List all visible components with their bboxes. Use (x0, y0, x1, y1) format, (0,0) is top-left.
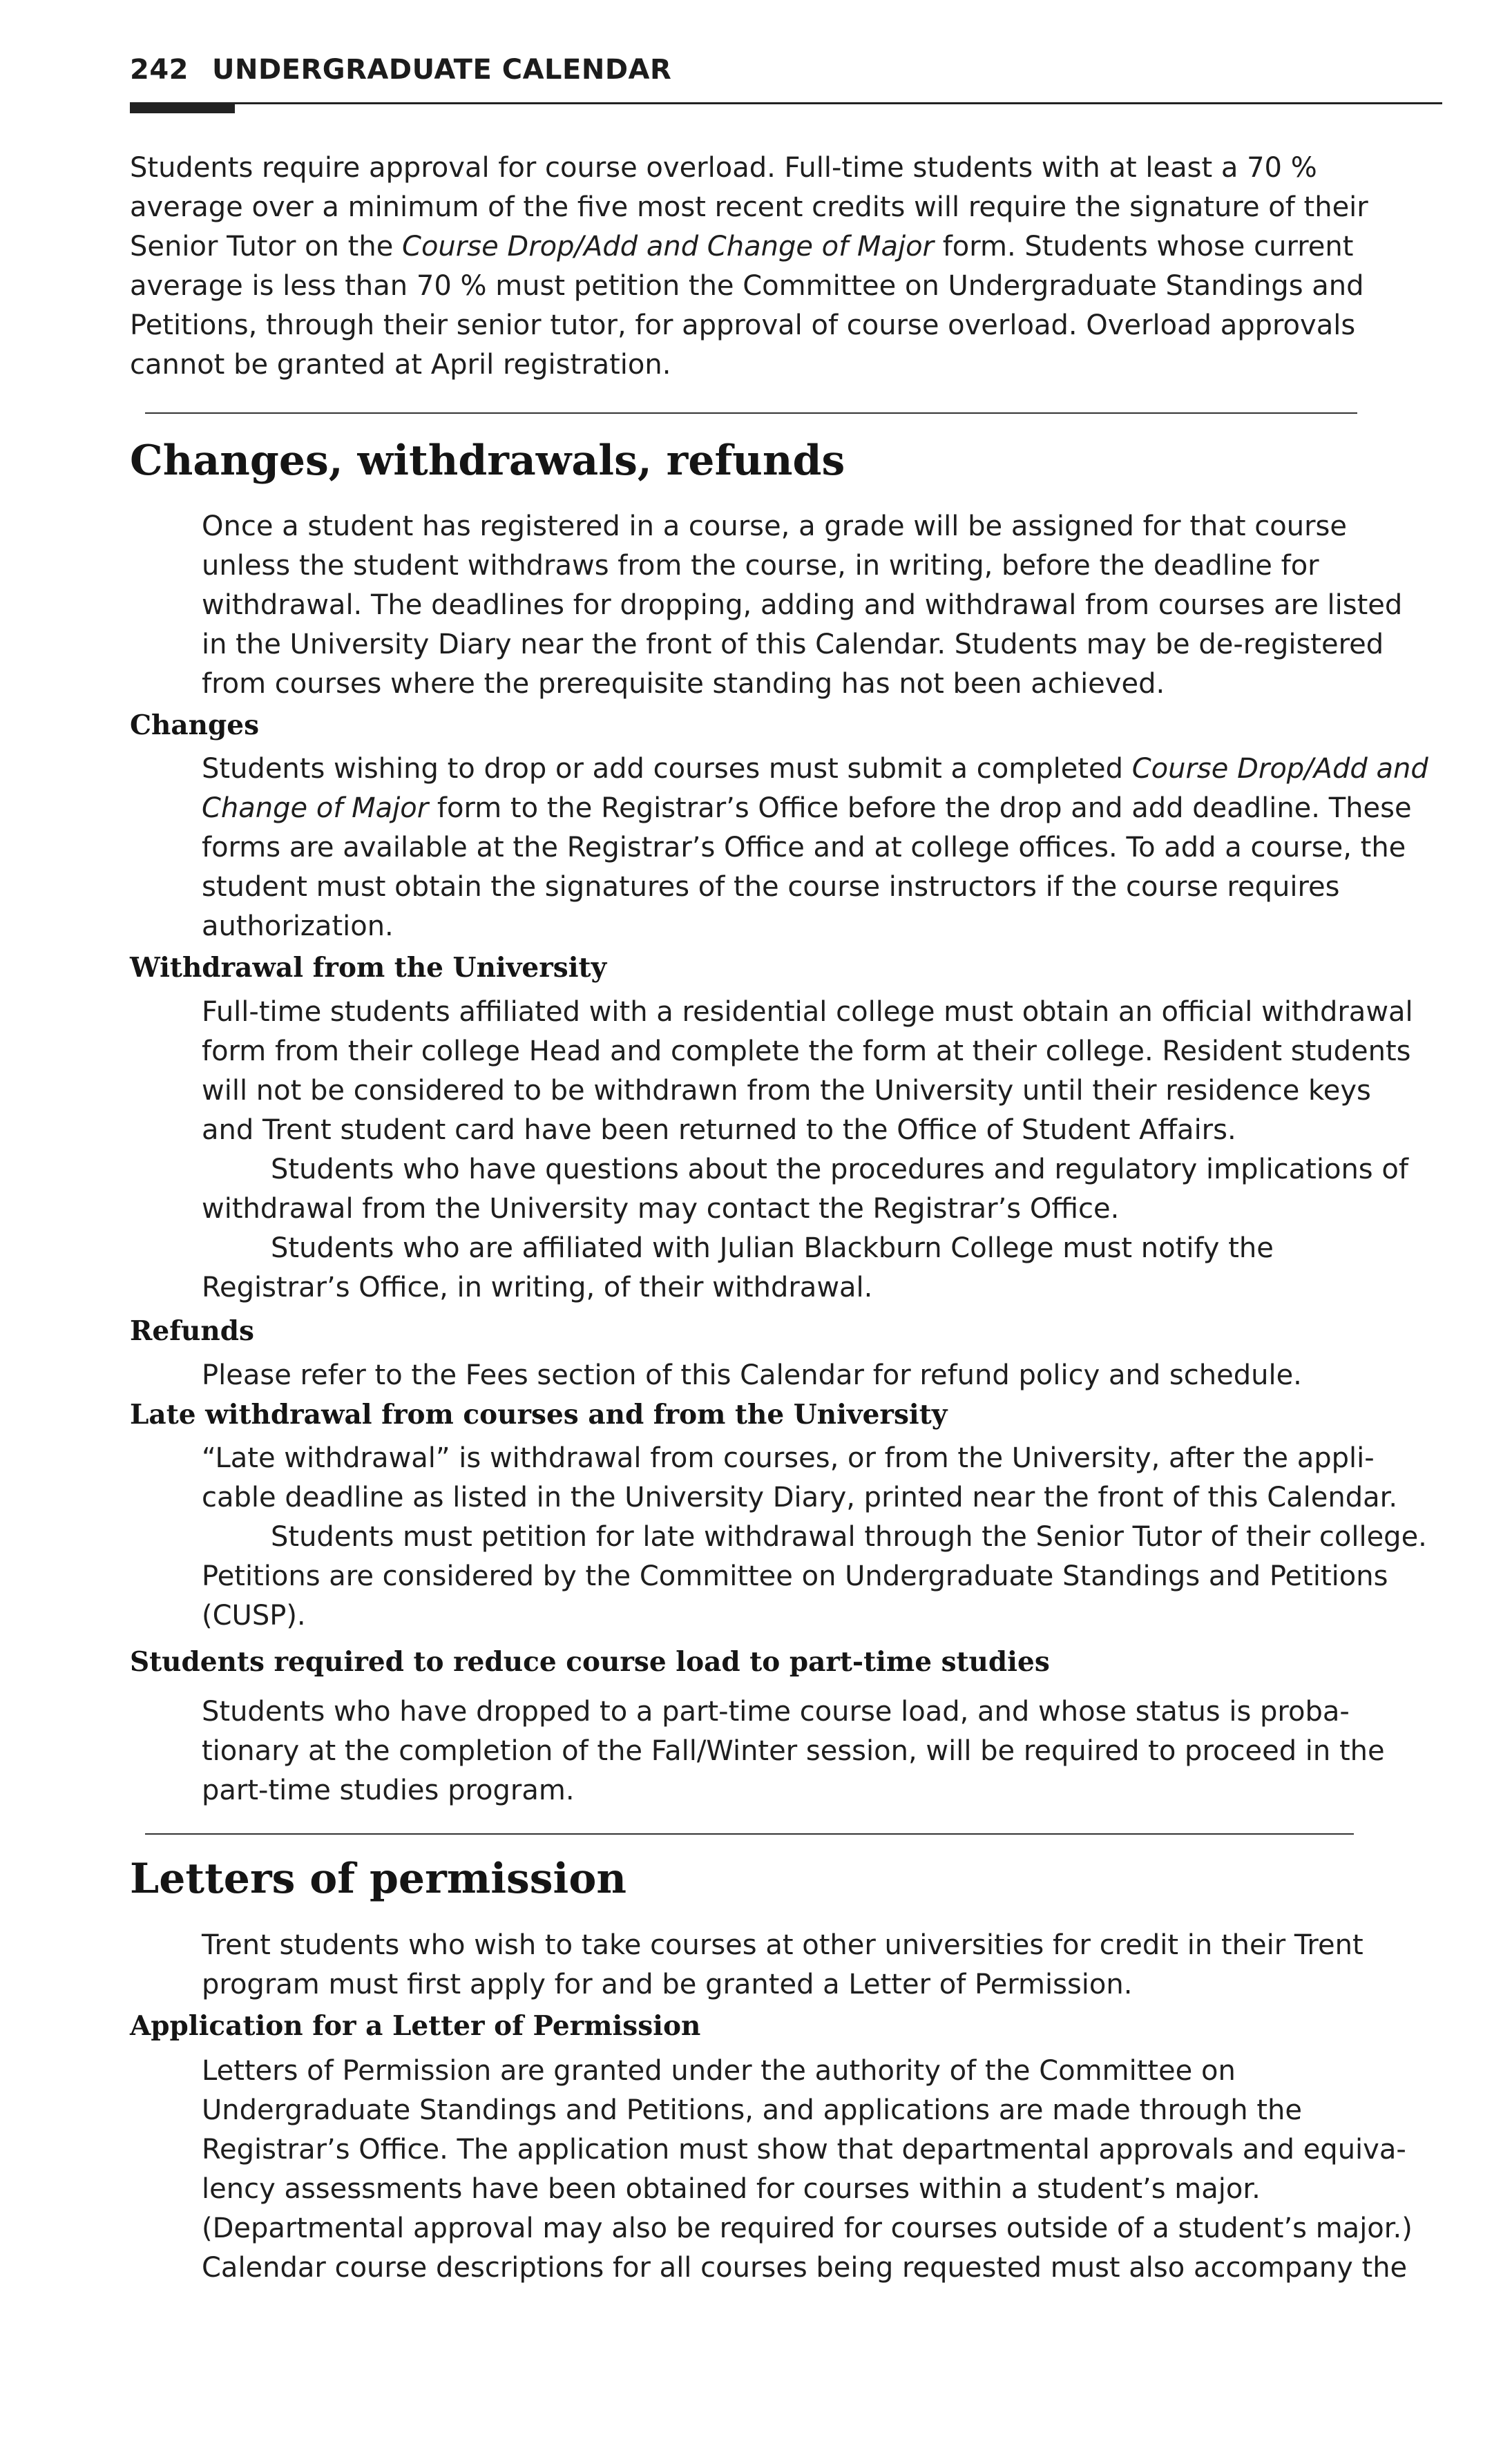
text-line: Students who have questions about the procedures and regulatory implications of (271, 1154, 1408, 1185)
text-line: average over a minimum of the five most recent credits will require the signature of their (130, 191, 1368, 223)
text-line: part-time studies program. (202, 1775, 575, 1806)
application-paragraph (202, 2052, 1413, 2288)
subheading-reduce-load: Students required to reduce course load to part-time studies (130, 1646, 1050, 1678)
section-title-changes: Changes, withdrawals, refunds (130, 437, 845, 485)
subheading-withdrawal: Withdrawal from the University (130, 952, 607, 984)
running-header (130, 54, 671, 86)
section-title-letters: Letters of permission (130, 1855, 626, 1903)
text-line: cable deadline as listed in the University Diary, printed near the front of this Calendar. (202, 1482, 1398, 1513)
late-withdrawal-paragraph (202, 1439, 1427, 1636)
text-line: form from their college Head and complete the form at their college. Resident students (202, 1035, 1411, 1067)
page-number: 242 (130, 54, 189, 86)
text-line: Please refer to the Fees section of this Calendar for refund policy and schedule. (202, 1359, 1302, 1391)
text-line: Once a student has registered in a course, a grade will be assigned for that course (202, 510, 1347, 542)
text-line: Letters of Permission are granted under the authority of the Committee on (202, 2055, 1236, 2087)
text-line: Change of Major form to the Registrar’s Office before the drop and add deadline. These (202, 792, 1412, 824)
text-line: and Trent student card have been returned to the Office of Student Affairs. (202, 1114, 1236, 1146)
text-line: Petitions, through their senior tutor, for approval of course overload. Overload approvals (130, 309, 1356, 341)
text-line: Calendar course descriptions for all courses being requested must also accompany the (202, 2252, 1408, 2284)
subheading-changes: Changes (130, 709, 260, 741)
text-line: cannot be granted at April registration. (130, 349, 671, 381)
text-line: in the University Diary near the front of this Calendar. Students may be de-registered (202, 629, 1384, 660)
text-line: “Late withdrawal” is withdrawal from courses, or from the University, after the appli- (202, 1442, 1375, 1474)
reduce-load-paragraph (202, 1692, 1385, 1810)
overload-paragraph (130, 149, 1368, 385)
text-line: Undergraduate Standings and Petitions, and applications are made through the (202, 2094, 1302, 2126)
text-line: Students wishing to drop or add courses must submit a completed Course Drop/Add and (202, 753, 1428, 785)
text-line: Petitions are considered by the Committee on Undergraduate Standings and Petitions (202, 1560, 1388, 1592)
subheading-application: Application for a Letter of Permission (130, 2010, 701, 2042)
text-line: withdrawal from the University may contact the Registrar’s Office. (202, 1193, 1120, 1225)
changes-paragraph (202, 749, 1428, 946)
letters-intro-paragraph (202, 1926, 1363, 2005)
section-divider (145, 1833, 1354, 1835)
text-line: Registrar’s Office, in writing, of their withdrawal. (202, 1272, 873, 1303)
text-line: Registrar’s Office. The application must show that departmental approvals and equiva- (202, 2134, 1406, 2166)
withdrawal-paragraph (202, 993, 1413, 1308)
header-tab-bar (130, 102, 235, 113)
text-line: withdrawal. The deadlines for dropping, adding and withdrawal from courses are listed (202, 589, 1403, 621)
text-line: Trent students who wish to take courses at other universities for credit in their Trent (202, 1929, 1363, 1961)
text-line: Students require approval for course overload. Full-time students with at least a 70 % (130, 152, 1317, 184)
text-line: (CUSP). (202, 1600, 306, 1632)
refunds-paragraph (202, 1356, 1302, 1395)
text-line: Full-time students affiliated with a residential college must obtain an official withdrawal (202, 996, 1413, 1028)
text-line: (Departmental approval may also be required for courses outside of a student’s major.) (202, 2213, 1413, 2244)
running-title: UNDERGRADUATE CALENDAR (212, 54, 672, 86)
text-line: Students must petition for late withdrawal through the Senior Tutor of their college. (271, 1521, 1427, 1553)
text-line: forms are available at the Registrar’s Office and at college offices. To add a course, the (202, 832, 1406, 863)
section-divider (145, 412, 1357, 414)
text-line: lency assessments have been obtained for courses within a student’s major. (202, 2173, 1261, 2205)
text-line: program must first apply for and be granted a Letter of Permission. (202, 1969, 1133, 2000)
changes-intro-paragraph (202, 507, 1402, 704)
text-line: average is less than 70 % must petition the Committee on Undergraduate Standings and (130, 270, 1364, 302)
text-line: unless the student withdraws from the course, in writing, before the deadline for (202, 550, 1319, 582)
subheading-late-withdrawal: Late withdrawal from courses and from the University (130, 1399, 948, 1431)
text-line: Senior Tutor on the Course Drop/Add and Change of Major form. Students whose current (130, 231, 1354, 262)
header-rule (130, 102, 1442, 104)
text-line: will not be considered to be withdrawn from the University until their residence keys (202, 1075, 1371, 1107)
text-line: Students who have dropped to a part-time course load, and whose status is proba- (202, 1696, 1350, 1728)
text-line: from courses where the prerequisite standing has not been achieved. (202, 668, 1165, 700)
text-line: Students who are affiliated with Julian Blackburn College must notify the (271, 1232, 1274, 1264)
subheading-refunds: Refunds (130, 1315, 254, 1347)
text-line: authorization. (202, 910, 394, 942)
text-line: student must obtain the signatures of the course instructors if the course requires (202, 871, 1340, 903)
text-line: tionary at the completion of the Fall/Winter session, will be required to proceed in the (202, 1735, 1385, 1767)
